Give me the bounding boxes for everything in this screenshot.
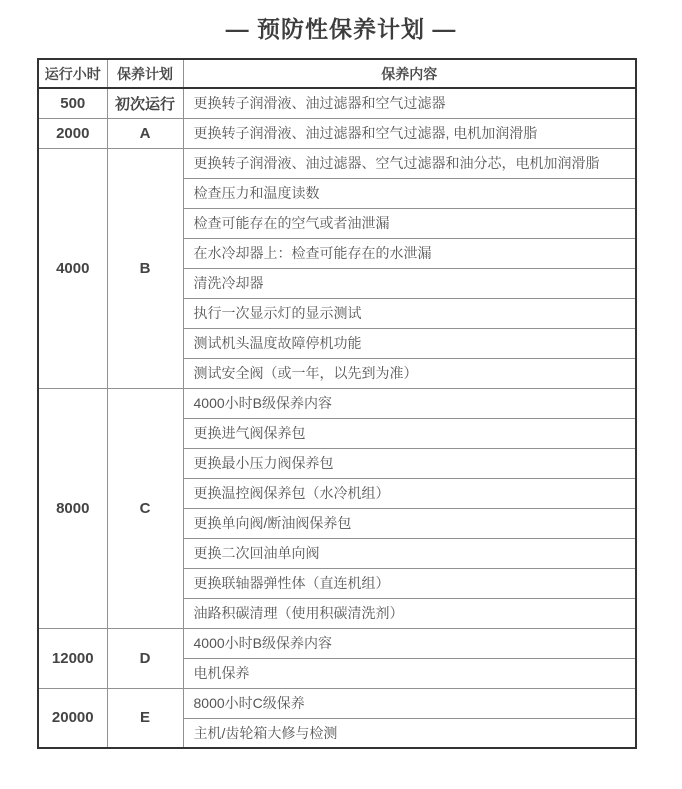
content-cell: 更换进气阀保养包: [183, 418, 636, 448]
content-cell: 检查可能存在的空气或者油泄漏: [183, 208, 636, 238]
header-plan: 保养计划: [107, 59, 183, 88]
maintenance-table: [37, 58, 637, 749]
hours-cell: 20000: [38, 688, 107, 748]
hours-cell: 2000: [38, 118, 107, 148]
hours-cell: 12000: [38, 628, 107, 688]
content-cell: 测试安全阀（或一年，以先到为准）: [183, 358, 636, 388]
content-cell: 测试机头温度故障停机功能: [183, 328, 636, 358]
plan-cell: A: [107, 118, 183, 148]
content-cell: 8000小时C级保养: [183, 688, 636, 718]
content-cell: 更换转子润滑液、油过滤器和空气过滤器: [183, 88, 636, 118]
content-cell: 4000小时B级保养内容: [183, 388, 636, 418]
plan-cell: D: [107, 628, 183, 688]
table-row: [38, 388, 636, 418]
plan-cell: 初次运行: [107, 88, 183, 118]
plan-cell: E: [107, 688, 183, 748]
content-cell: 油路积碳清理（使用积碳清洗剂）: [183, 598, 636, 628]
content-cell: 主机/齿轮箱大修与检测: [183, 718, 636, 748]
hours-cell: 8000: [38, 388, 107, 628]
content-cell: 更换最小压力阀保养包: [183, 448, 636, 478]
content-cell: 检查压力和温度读数: [183, 178, 636, 208]
content-cell: 更换联轴器弹性体（直连机组）: [183, 568, 636, 598]
content-cell: 电机保养: [183, 658, 636, 688]
header-hours: 运行小时: [38, 59, 107, 88]
table-row: [38, 688, 636, 718]
content-cell: 在水冷却器上：检查可能存在的水泄漏: [183, 238, 636, 268]
content-cell: 4000小时B级保养内容: [183, 628, 636, 658]
content-cell: 更换温控阀保养包（水冷机组）: [183, 478, 636, 508]
table-row: [38, 118, 636, 148]
plan-cell: B: [107, 148, 183, 388]
header-content: 保养内容: [183, 59, 636, 88]
hours-cell: 4000: [38, 148, 107, 388]
content-cell: 更换单向阀/断油阀保养包: [183, 508, 636, 538]
table-row: [38, 628, 636, 658]
content-cell: 更换二次回油单向阀: [183, 538, 636, 568]
content-cell: 更换转子润滑液、油过滤器、空气过滤器和油分芯，电机加润滑脂: [183, 148, 636, 178]
plan-cell: C: [107, 388, 183, 628]
content-cell: 执行一次显示灯的显示测试: [183, 298, 636, 328]
maintenance-table-body: [38, 88, 636, 748]
table-row: [38, 148, 636, 178]
content-cell: 更换转子润滑液、油过滤器和空气过滤器, 电机加润滑脂: [183, 118, 636, 148]
table-row: [38, 88, 636, 118]
content-cell: 清洗冷却器: [183, 268, 636, 298]
page-title: — 预防性保养计划 —: [225, 16, 457, 42]
hours-cell: 500: [38, 88, 107, 118]
header-row: [38, 59, 636, 88]
